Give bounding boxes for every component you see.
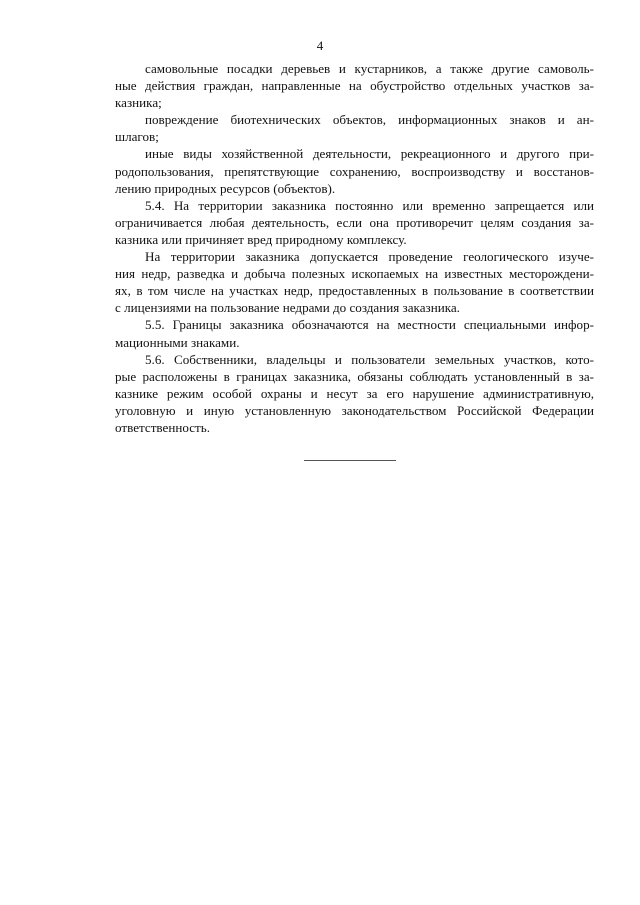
text-line: ограничивается любая деятельность, если она противоречит целям создания за- (115, 214, 594, 230)
text-line: мационными знаками. (115, 334, 240, 350)
text-line: уголовную и иную установленную законодательством Российской Федерации (115, 402, 594, 418)
text-line: родопользования, препятствующие сохранению, воспроизводству и восстанов- (115, 163, 594, 179)
text-line: шлагов; (115, 129, 159, 145)
text-line: ные действия граждан, направленные на обустройство отдельных участков за- (115, 78, 594, 94)
text-line: самовольные посадки деревьев и кустарников, а также другие самоволь- (145, 61, 594, 76)
paragraph-5-6 (115, 351, 594, 436)
paragraph-unauthorized-actions (115, 60, 594, 111)
paragraph-other-activities (115, 145, 594, 196)
text-line: ответственность. (115, 419, 211, 435)
text-line: казника или причиняет вред природному комплексу. (115, 231, 407, 247)
text-line: рые расположены в границах заказника, обязаны соблюдать установленный в за- (115, 368, 594, 384)
text-line: 5.6. Собственники, владельцы и пользователи земельных участков, кото- (145, 351, 594, 367)
paragraph-5-4 (115, 197, 594, 248)
paragraph-5-5 (115, 316, 594, 350)
text-line: ния недр, разведка и добыча полезных ископаемых на известных месторождени- (115, 266, 594, 282)
text-line: иные виды хозяйственной деятельности, рекреационного и другого при- (145, 146, 594, 162)
text-line: На территории заказника допускается проведение геологического изуче- (145, 249, 594, 265)
text-line: ях, в том числе на участках недр, предоставленных в пользование в соответствии (115, 283, 594, 299)
paragraph-geology (115, 248, 594, 316)
text-line: 5.4. На территории заказника постоянно или временно запрещается или (145, 197, 594, 213)
paragraph-damage-objects (115, 111, 594, 145)
text-line: с лицензиями на пользование недрами до создания заказника. (115, 300, 460, 316)
text-line: лению природных ресурсов (объектов). (115, 180, 336, 196)
text-line: казнике режим особой охраны и несут за его нарушение административную, (115, 385, 594, 401)
end-separator-line (304, 460, 396, 461)
body-text (115, 60, 594, 436)
text-line: казника; (115, 95, 162, 111)
page-number: 4 (316, 38, 324, 53)
text-line: 5.5. Границы заказника обозначаются на местности специальными инфор- (145, 317, 594, 333)
text-line: повреждение биотехнических объектов, информационных знаков и ан- (145, 112, 594, 128)
